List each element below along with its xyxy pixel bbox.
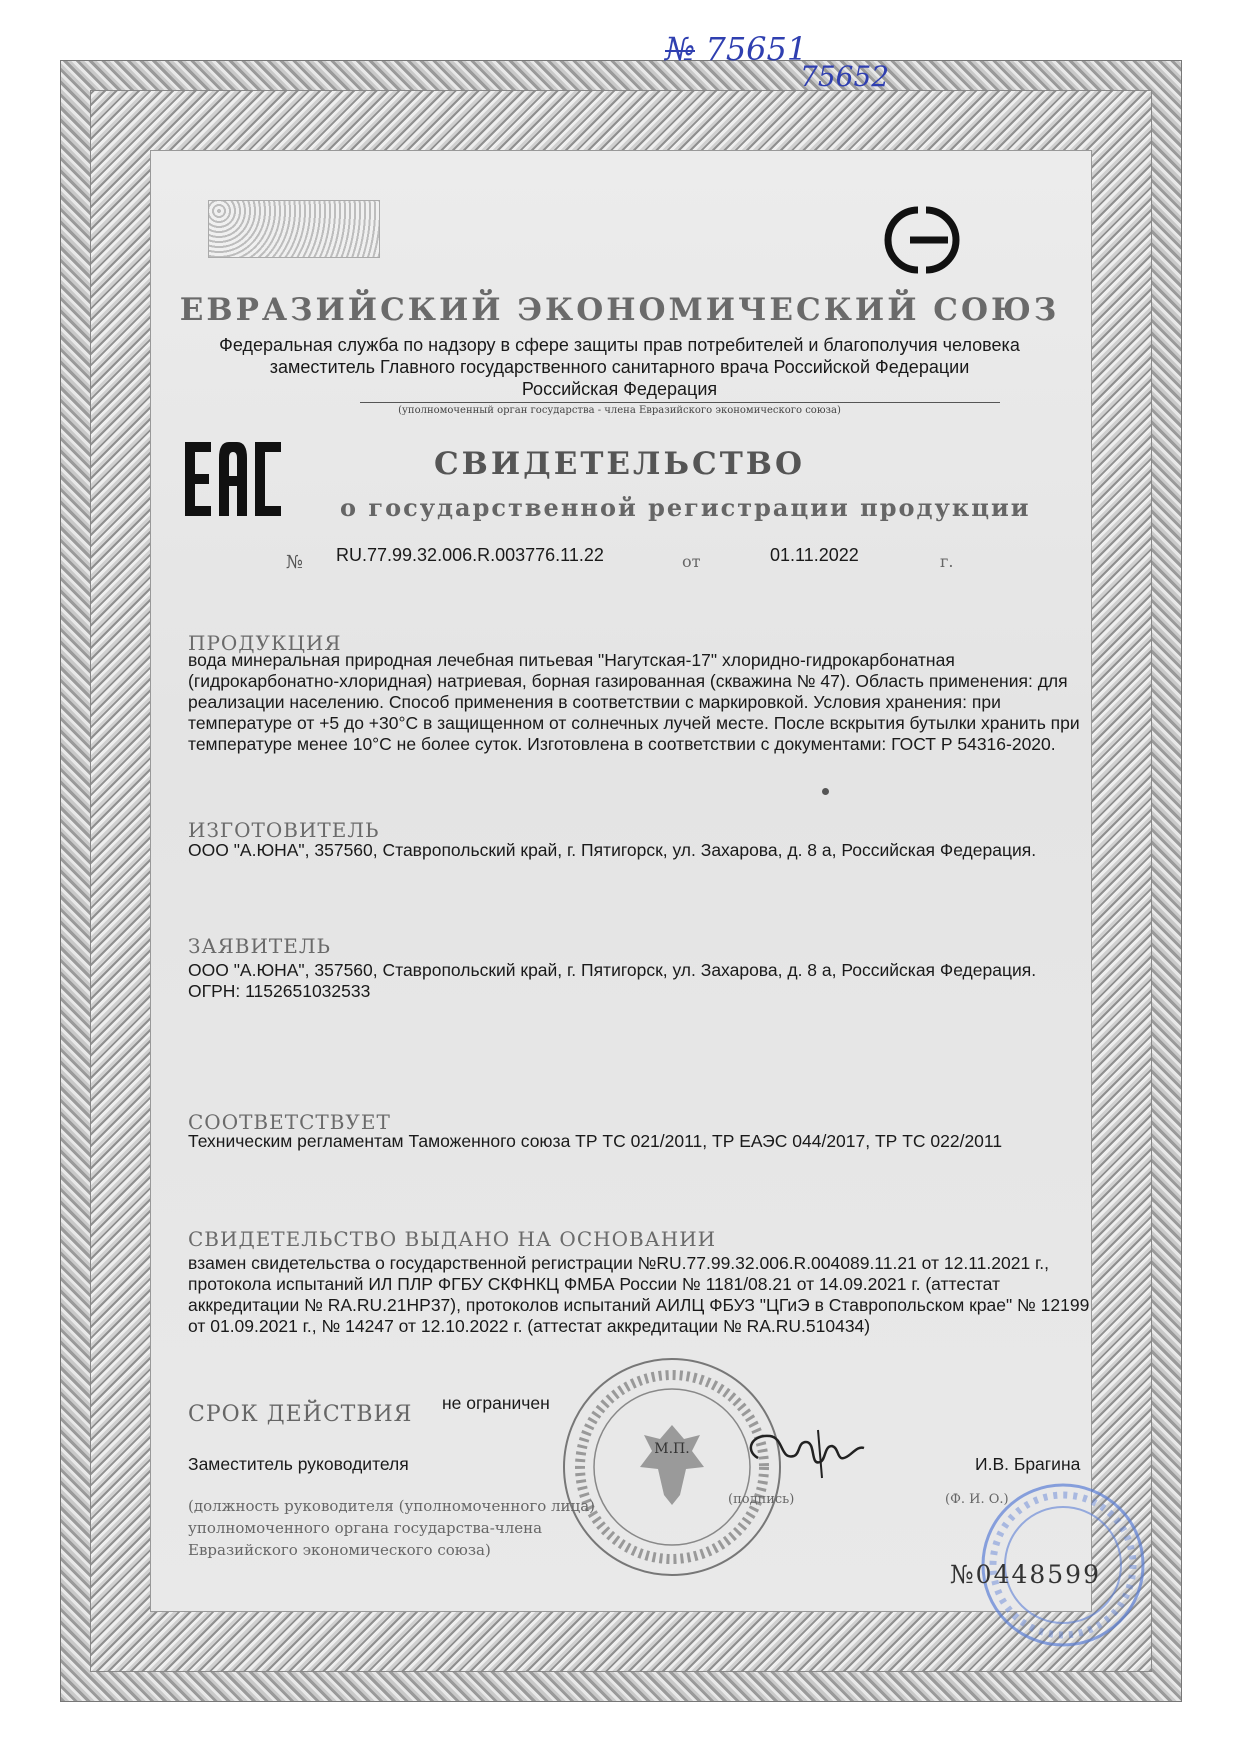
se-logo-icon <box>870 200 974 280</box>
authority-note: (уполномоченный орган государства - члена Евразийского экономического союза) <box>398 405 841 416</box>
agency-name: Федеральная служба по надзору в сфере защиты прав потребителей и благополучия человека <box>219 335 1020 355</box>
union-title: ЕВРАЗИЙСКИЙ ЭКОНОМИЧЕСКИЙ СОЮЗ <box>179 292 1060 328</box>
product-text: вода минеральная природная лечебная питьевая "Нагутская-17" хлоридно-гидрокарбонатная (гидрокарбонатно-хлоридная) натриевая, борная газированная (скважина № 47). Область применения: для реализации населению. Способ применения в соответствии с маркировкой. Условия хранения: при температуре от +5 до +30°С в защищенном от солнечных лучей месте. После вскрытия бутылки хранить при температуре менее 10°С не более суток. Изготовлена в соответствии с документами: ГОСТ Р 54316-2020. <box>188 650 1080 754</box>
conforms-text: Техническим регламентам Таможенного союза ТР ТС 021/2011, ТР ЕАЭС 044/2017, ТР ТС 022/2011 <box>188 1131 1003 1151</box>
serial-number: №0448599 <box>950 1560 1101 1589</box>
manufacturer-text: ООО "А.ЮНА", 357560, Ставропольский край, г. Пятигорск, ул. Захарова, д. 8 а, Российская Федерация. <box>188 840 1037 860</box>
validity-value: не ограничен <box>442 1393 550 1413</box>
handwritten-number-1: № 75651 <box>665 30 808 68</box>
certificate-title: СВИДЕТЕЛЬСТВО <box>434 446 805 482</box>
position-note: (должность руководителя (уполномоченного лица) уполномоченного органа государства-члена Евразийского экономического союза) <box>188 1497 595 1559</box>
signatory-name: И.В. Брагина <box>975 1454 1081 1474</box>
basis-text: взамен свидетельства о государственной регистрации №RU.77.99.32.006.R.004089.11.21 от 12.11.2021 г., протокола испытаний ИЛ ПЛР ФГБУ СКФНКЦ ФМБА России № 1181/08.21 от 14.09.2021 г. (аттестат аккредитации № RA.RU.21НР37), протоколов испытаний АИЛЦ ФБУЗ "ЦГиЭ в Ставропольском крае" № 12199 от 01.09.2021 г., № 14247 от 12.10.2022 г. (аттестат аккредитации № RA.RU.510434) <box>188 1253 1090 1336</box>
validity-label: СРОК ДЕЙСТВИЯ <box>188 1402 413 1427</box>
product-label: ПРОДУКЦИЯ <box>188 631 342 655</box>
ornament-pattern <box>208 200 380 258</box>
fio-note: (Ф. И. О.) <box>945 1492 1009 1507</box>
seal-center-text: М.П. <box>654 1441 690 1457</box>
certificate-date: 01.11.2022 <box>770 545 859 565</box>
country-name: Российская Федерация <box>521 379 718 399</box>
date-label: от <box>682 552 701 571</box>
manufacturer-label: ИЗГОТОВИТЕЛЬ <box>188 818 380 842</box>
handwritten-signature-icon <box>740 1420 870 1480</box>
certificate-subtitle: о государственной регистрации продукции <box>340 493 1031 522</box>
conforms-label: СООТВЕТСТВУЕТ <box>188 1110 391 1134</box>
year-suffix: г. <box>940 552 954 571</box>
certificate-number: RU.77.99.32.006.R.003776.11.22 <box>336 545 604 565</box>
number-label: № <box>286 552 304 573</box>
applicant-text: ООО "А.ЮНА", 357560, Ставропольский край, г. Пятигорск, ул. Захарова, д. 8 а, Российская Федерация. ОГРН: 1152651032533 <box>188 960 1037 1001</box>
handwritten-number-2: 75652 <box>800 60 890 93</box>
official-title: заместитель Главного государственного санитарного врача Российской Федерации <box>269 357 970 377</box>
basis-label: СВИДЕТЕЛЬСТВО ВЫДАНО НА ОСНОВАНИИ <box>188 1227 717 1251</box>
signatory-position: Заместитель руководителя <box>188 1454 409 1474</box>
ink-dot <box>822 788 829 795</box>
header-rule <box>360 402 1000 403</box>
signature-note: (подпись) <box>728 1492 795 1507</box>
applicant-label: ЗАЯВИТЕЛЬ <box>188 934 332 958</box>
